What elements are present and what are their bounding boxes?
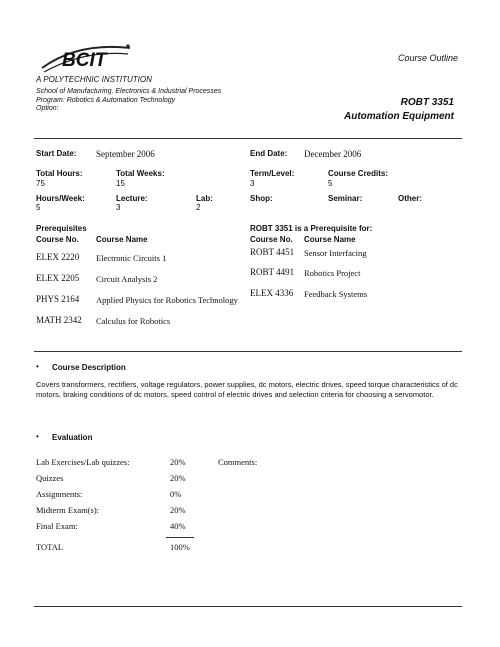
school-info xyxy=(36,88,221,114)
prereq-for-col-course-no: Course No. xyxy=(250,235,293,244)
prereq-for-course-no: ELEX 4336 xyxy=(250,288,294,298)
total-hours-label: Total Hours: xyxy=(36,169,83,178)
header-divider xyxy=(34,138,462,139)
end-date-label: End Date: xyxy=(250,149,288,158)
start-date-value: September 2006 xyxy=(96,149,155,159)
bullet-icon: • xyxy=(36,362,39,371)
school-name: School of Manufacturing, Electronics & Industrial Processes xyxy=(36,88,222,95)
footer-divider xyxy=(34,606,462,607)
prereq-course-no: PHYS 2164 xyxy=(36,294,80,304)
section-divider xyxy=(34,351,462,352)
total-weeks-value: 15 xyxy=(116,179,125,188)
evaluation-item-label: Final Exam: xyxy=(36,521,78,531)
evaluation-title: Evaluation xyxy=(52,433,93,442)
shop-label: Shop: xyxy=(250,194,273,203)
prereq-course-no: MATH 2342 xyxy=(36,315,82,325)
evaluation-item-label: Midterm Exam(s): xyxy=(36,505,100,515)
prereq-course-name: Circuit Analysis 2 xyxy=(96,274,158,284)
prereq-col-course-name: Course Name xyxy=(96,235,148,244)
prereq-course-no: ELEX 2220 xyxy=(36,252,80,262)
total-underline xyxy=(166,537,194,538)
prereq-course-no: ELEX 2205 xyxy=(36,273,80,283)
prereq-for-course-name: Feedback Systems xyxy=(304,289,368,299)
evaluation-item-value: 0% xyxy=(170,489,182,499)
course-credits-label: Course Credits: xyxy=(328,169,389,178)
evaluation-item-value: 20% xyxy=(170,473,186,483)
document-type: Course Outline xyxy=(397,53,458,63)
evaluation-item-label: Quizzes xyxy=(36,473,64,483)
hours-week-value: 5 xyxy=(36,203,41,212)
hours-week-label: Hours/Week: xyxy=(36,194,85,203)
prereq-for-course-name: Robotics Project xyxy=(304,268,361,278)
course-code: ROBT 3351 xyxy=(400,97,454,108)
other-label: Other: xyxy=(398,194,422,203)
term-level-label: Term/Level: xyxy=(250,169,295,178)
prereq-for-course-name: Sensor Interfacing xyxy=(304,248,367,258)
program-name: Program: Robotics & Automation Technology xyxy=(36,96,176,104)
prereq-col-course-no: Course No. xyxy=(36,235,79,244)
term-level-value: 3 xyxy=(250,179,255,188)
bullet-icon: • xyxy=(36,432,39,441)
bcit-logo-graphic xyxy=(38,38,134,78)
tagline: A POLYTECHNIC INSTITUTION xyxy=(36,75,152,84)
evaluation-item-value: 20% xyxy=(170,457,186,467)
course-name: Automation Equipment xyxy=(344,111,454,122)
evaluation-item-value: 20% xyxy=(170,505,186,515)
prereq-for-course-no: ROBT 4491 xyxy=(250,267,295,277)
comments-label: Comments: xyxy=(218,457,258,467)
bcit-logo xyxy=(38,38,134,78)
total-label: TOTAL xyxy=(36,542,64,552)
prereq-for-col-course-name: Course Name xyxy=(304,235,356,244)
prereq-course-name: Applied Physics for Robotics Technology xyxy=(96,295,238,305)
total-hours-value: 75 xyxy=(36,179,45,188)
start-date-label: Start Date: xyxy=(36,149,77,158)
prereq-for-course-no: ROBT 4451 xyxy=(250,247,295,257)
course-credits-value: 5 xyxy=(328,179,333,188)
option-label: Option: xyxy=(36,105,59,112)
prereq-course-name: Electronic Circuits 1 xyxy=(96,253,167,263)
evaluation-item-label: Assignments: xyxy=(36,489,83,499)
seminar-label: Seminar: xyxy=(328,194,363,203)
prerequisite-for-title: ROBT 3351 is a Prerequisite for: xyxy=(250,224,373,233)
total-weeks-label: Total Weeks: xyxy=(116,169,165,178)
evaluation-item-value: 40% xyxy=(170,521,186,531)
lab-label: Lab: xyxy=(196,194,213,203)
prereq-course-name: Calculus for Robotics xyxy=(96,316,171,326)
course-description-text: Covers transformers, rectifiers, voltage regulators, power supplies, dc motors, electric drives, speed torque characteristics of dc motors, braking conditions of dc motors, speed control of electric drives and selection criteria for choosing a servomotor. xyxy=(36,380,458,399)
course-description-title: Course Description xyxy=(52,363,126,372)
total-value: 100% xyxy=(170,542,190,552)
evaluation-item-label: Lab Exercises/Lab quizzes: xyxy=(36,457,130,467)
prerequisites-title: Prerequisites xyxy=(36,224,87,233)
lecture-value: 3 xyxy=(116,203,121,212)
end-date-value: December 2006 xyxy=(304,149,362,159)
lab-value: 2 xyxy=(196,203,201,212)
logo-text: BCIT xyxy=(62,50,107,71)
lecture-label: Lecture: xyxy=(116,194,148,203)
